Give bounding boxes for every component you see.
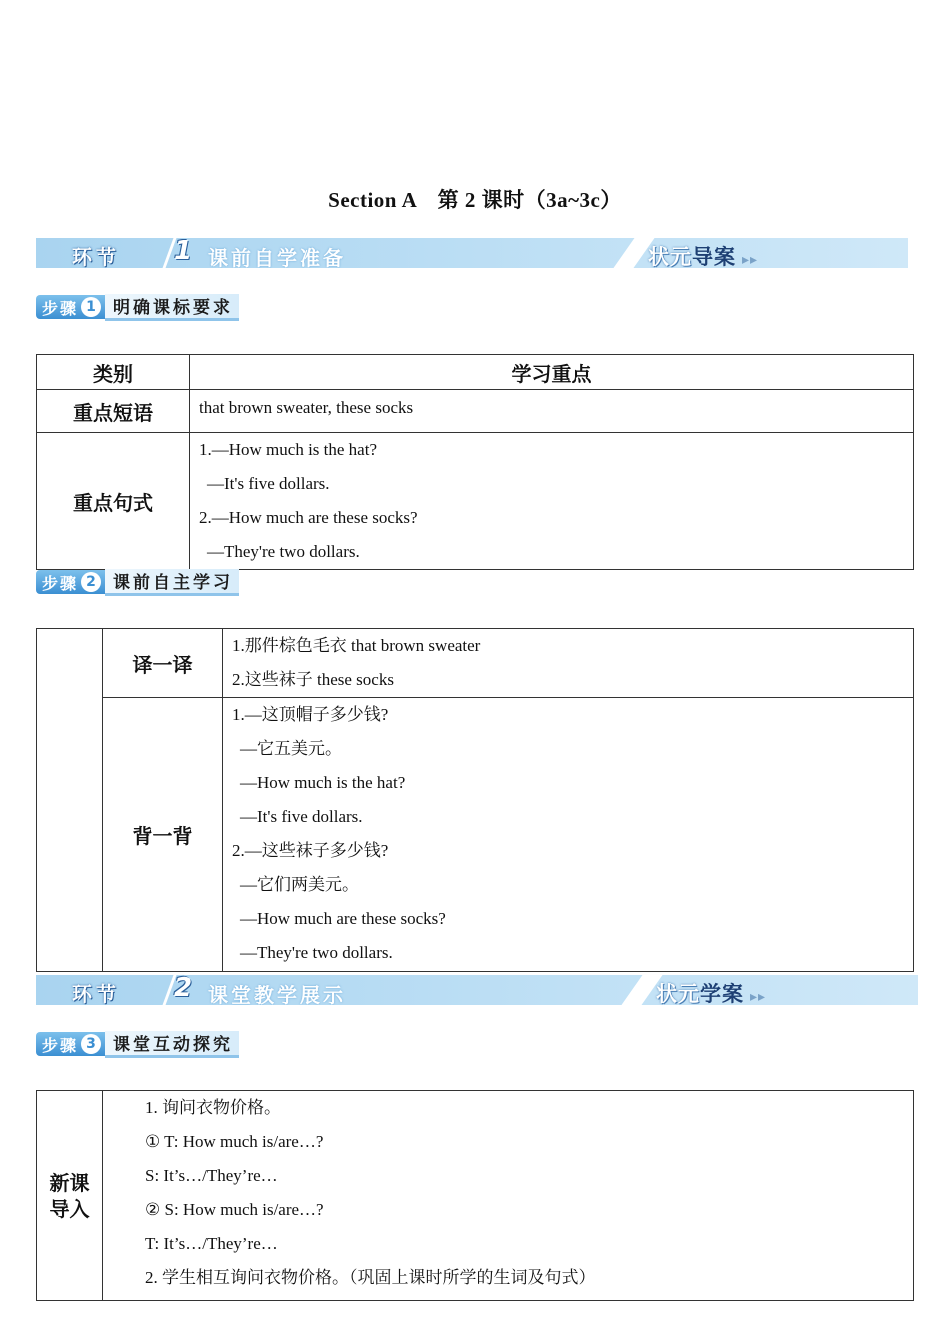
content-line: ② S: How much is/are…?	[145, 1200, 324, 1219]
lesson-intro-table	[36, 1090, 914, 1301]
step-label-2	[36, 568, 239, 596]
step-pill	[36, 570, 105, 594]
step-pill-text: 步骤	[42, 298, 79, 318]
row-content-phrases	[190, 390, 914, 433]
row-label-translate: 译一译	[103, 629, 223, 698]
step-pill-text: 步骤	[42, 573, 79, 593]
content-line: 1.那件棕色毛衣 that brown sweater	[232, 636, 481, 655]
row-label-recite: 背一背	[103, 698, 223, 972]
section-banner-1	[36, 238, 908, 268]
content-line: —It's five dollars.	[240, 807, 363, 826]
row-label-new-lesson	[37, 1091, 103, 1301]
content-line: 2.—How much are these socks?	[199, 508, 418, 527]
double-arrow-icon: ▸▸	[750, 989, 767, 1005]
banner-heading: 课堂教学展示	[208, 983, 346, 1005]
content-line: —It's five dollars.	[207, 474, 330, 493]
content-line: —How much is the hat?	[240, 773, 406, 792]
banner-number: 1	[174, 238, 193, 266]
brand-dark-text: 学案	[700, 982, 744, 1005]
content-line: 1. 询问衣物价格。	[145, 1098, 281, 1117]
content-line: S: It’s…/They’re…	[145, 1166, 278, 1185]
content-line: 1.—这顶帽子多少钱?	[232, 705, 389, 724]
content-line: —They're two dollars.	[240, 943, 393, 962]
banner-number: 2	[174, 975, 193, 1003]
content-line: T: It’s…/They’re…	[145, 1234, 278, 1253]
row-label-sentences: 重点句式	[37, 433, 190, 570]
step-number: 3	[81, 1034, 101, 1054]
blank-left-column	[37, 629, 103, 972]
page-title: Section A 第 2 课时（3a~3c）	[328, 188, 622, 212]
content-line: —它五美元。	[240, 739, 342, 758]
step-label-3	[36, 1030, 239, 1058]
content-line: 2.—这些袜子多少钱?	[232, 841, 389, 860]
header-category: 类别	[37, 355, 190, 390]
section-banner-2	[36, 975, 918, 1005]
step-pill	[36, 1032, 105, 1056]
content-line: 2.这些袜子 these socks	[232, 670, 394, 689]
content-line: —How much are these socks?	[240, 909, 446, 928]
step-pill-text: 步骤	[42, 1035, 79, 1055]
step-title: 课堂互动探究	[105, 1031, 239, 1058]
row-content-recite	[223, 698, 914, 972]
banner-heading: 课前自学准备	[208, 246, 346, 268]
double-arrow-icon: ▸▸	[742, 252, 759, 268]
step-label-1	[36, 293, 239, 321]
row-content-translate	[223, 629, 914, 698]
content-line: that brown sweater, these socks	[199, 398, 414, 417]
self-study-table	[36, 628, 914, 972]
banner-brand	[656, 978, 766, 1005]
banner-slash	[123, 238, 177, 268]
label-line: 导入	[49, 1196, 90, 1221]
row-label-phrases: 重点短语	[37, 390, 190, 433]
step-title: 明确课标要求	[105, 294, 239, 321]
banner-prefix: 环节	[72, 245, 120, 268]
requirements-table	[36, 354, 914, 570]
content-line: —它们两美元。	[240, 875, 359, 894]
banner-prefix: 环节	[72, 982, 120, 1005]
row-content-sentences	[190, 433, 914, 570]
brand-light-text: 状元	[648, 245, 692, 268]
content-line: 2. 学生相互询问衣物价格。（巩固上课时所学的生词及句式）	[145, 1268, 596, 1287]
banner-brand	[648, 241, 758, 268]
content-line: —They're two dollars.	[207, 542, 360, 561]
brand-light-text: 状元	[656, 982, 700, 1005]
step-number: 2	[81, 572, 101, 592]
label-line: 新课	[49, 1170, 90, 1195]
header-key-points: 学习重点	[190, 355, 914, 390]
content-line: ① T: How much is/are…?	[145, 1132, 324, 1151]
step-pill	[36, 295, 105, 319]
step-number: 1	[81, 297, 101, 317]
content-line: 1.—How much is the hat?	[199, 440, 377, 459]
banner-slash	[123, 975, 177, 1005]
step-title: 课前自主学习	[105, 569, 239, 596]
brand-dark-text: 导案	[692, 245, 736, 268]
row-content-new-lesson	[103, 1091, 914, 1301]
